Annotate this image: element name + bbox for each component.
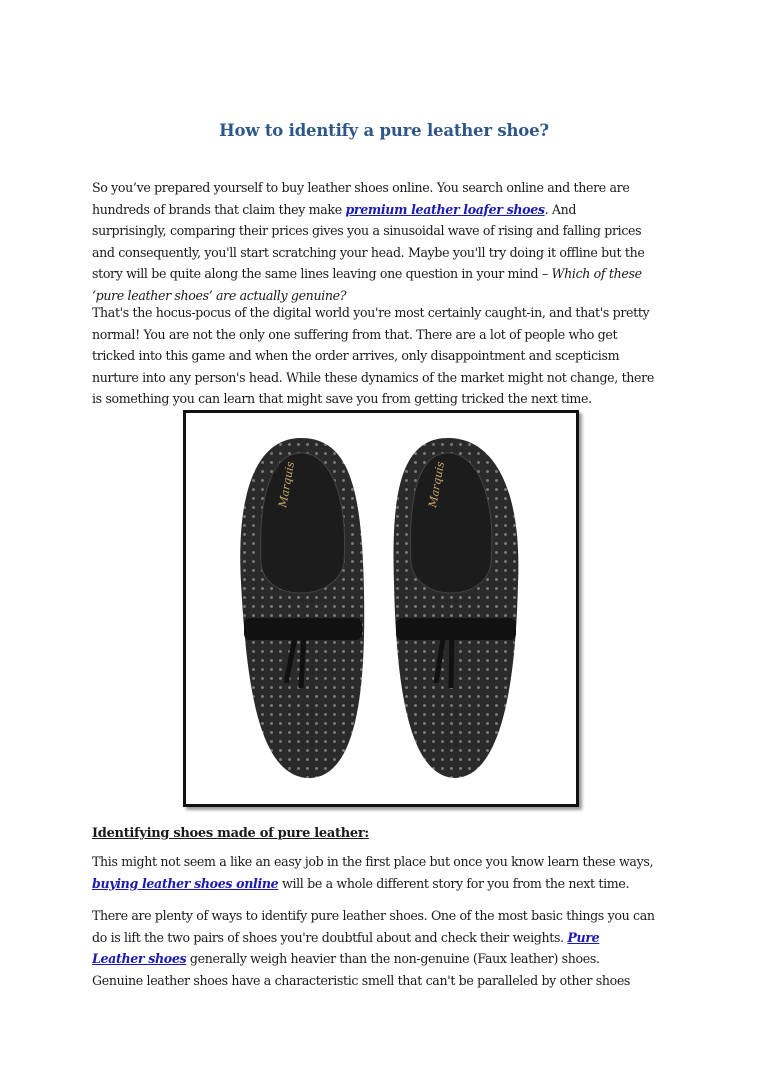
text: generally weigh heavier than the non-genuine (Faux leather) shoes. Genuine leather shoes have a characteristic smell that can't be paralleled by other shoes [92,951,631,988]
shoe-pair-illustration [186,413,576,804]
intro-paragraph [92,177,692,306]
second-paragraph: That's the hocus-pocus of the digital world you're most certainly caught-in, and that's pretty normal! You are not the only one suffering from that. There are a lot of people who get tricked into this game and when the order arrives, only disappointment and scepticism nurture into any person's head. While these dynamics of the market might not change, there is something you can learn that might save you from getting tricked the next time. [92,305,654,406]
brand-logo-right: Marquis [426,460,448,509]
text: . And surprisingly, comparing their prices gives you a sinusoidal wave of rising and falling prices and consequently, you'll start scratching your head. Maybe you'll try doing it offline but the story will be quite along the same lines leaving one question in your mind – [92,201,645,281]
buying-leather-shoes-online-link[interactable]: buying leather shoes online [92,875,279,891]
italic-question: Which of these ‘pure leather shoes’ are actually genuine? [92,266,642,303]
pure-leather-shoes-link[interactable]: Pure Leather shoes [92,929,600,966]
text: So you’ve prepared yourself to buy leather shoes online. You search online and there are hundreds of brands that claim they make [92,180,630,217]
third-paragraph [92,851,692,894]
premium-leather-loafer-link[interactable]: premium leather loafer shoes [345,201,545,217]
section-heading: Identifying shoes made of pure leather: [92,826,369,841]
text: There are plenty of ways to identify pure leather shoes. One of the most basic things you can do is lift the two pairs of shoes you're doubtful about and check their weights. [92,908,655,945]
right-shoe [394,438,519,778]
document-title: How to identify a pure leather shoe? [219,121,549,140]
text: will be a whole different story for you from the next time. [278,875,630,891]
fourth-paragraph [92,905,692,991]
text: This might not seem a like an easy job in the first place but once you know learn these ways, [92,854,654,869]
brand-logo-left: Marquis [276,460,298,509]
loafer-shoes-image [183,410,579,807]
left-shoe [240,438,364,778]
